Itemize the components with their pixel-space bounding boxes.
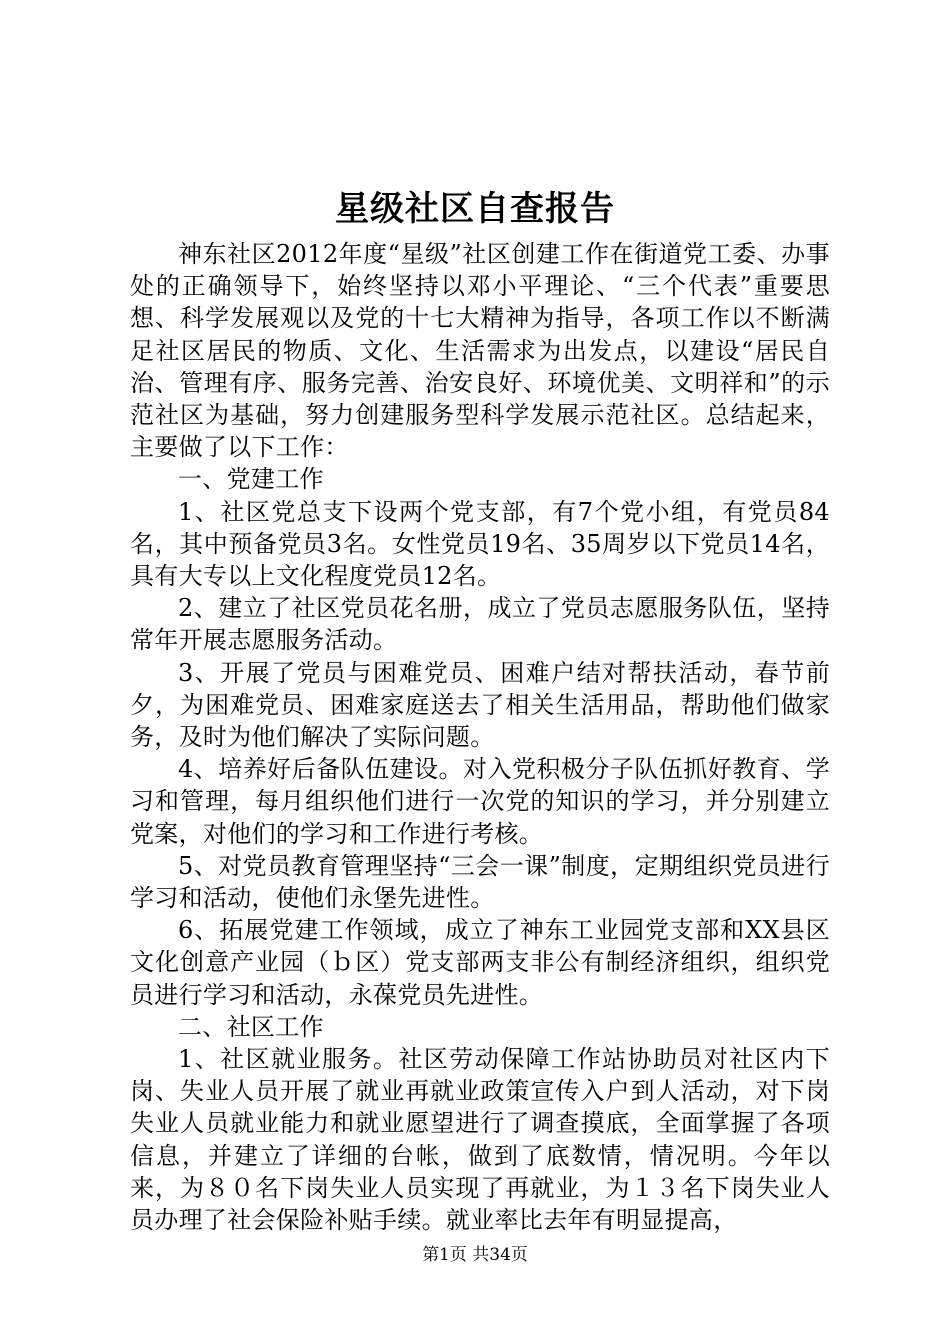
paragraph-party-3: 3、开展了党员与困难党员、困难户结对帮扶活动，春节前夕，为困难党员、困难家庭送去了相关生活用品，帮助他们做家务，及时为他们解决了实际问题。 (130, 658, 830, 752)
paragraph-party-2: 2、建立了社区党员花名册，成立了党员志愿服务队伍，坚持常年开展志愿服务活动。 (130, 594, 830, 655)
document-title: 星级社区自查报告 (335, 189, 615, 229)
section-heading-community-work: 二、社区工作 (178, 1012, 324, 1041)
section-heading-party-building: 一、党建工作 (178, 465, 324, 494)
page-number-footer: 第1页 共34页 (422, 1245, 528, 1265)
paragraph-intro: 神东社区2012年度“星级”社区创建工作在街道党工委、办事处的正确领导下，始终坚持以邓小平理论、“三个代表”重要思想、科学发展观以及党的十七大精神为指导，各项工作以不断满足社区居民的物质、文化、生活需求为出发点，以建设“居民自治、管理有序、服务完善、治安良好、环境优美、文明祥和”的示范社区为基础，努力创建服务型科学发展示范社区。总结起来，主要做了以下工作： (130, 240, 830, 462)
document-body (130, 238, 830, 1236)
paragraph-party-1: 1、社区党总支下设两个党支部，有7个党小组，有党员84名，其中预备党员3名。女性党员19名、35周岁以下党员14名，具有大专以上文化程度党员12名。 (130, 497, 830, 591)
paragraph-party-5: 5、对党员教育管理坚持“三会一课”制度，定期组织党员进行学习和活动，使他们永堡先进性。 (130, 851, 830, 913)
paragraph-community-1: 1、社区就业服务。社区劳动保障工作站协助员对社区内下岗、失业人员开展了就业再就业政策宣传入户到人活动，对下岗失业人员就业能力和就业愿望进行了调查摸底，全面掌握了各项信息，并建立了详细的台帐，做到了底数情，情况明。今年以来，为８０名下岗失业人员实现了再就业，为１３名下岗失业人员办理了社会保险补贴手续。就业率比去年有明显提高， (130, 1045, 830, 1235)
paragraph-party-6: 6、拓展党建工作领域，成立了神东工业园党支部和XX县区文化创意产业园（ｂ区）党支部两支非公有制经济组织，组织党员进行学习和活动，永葆党员先进性。 (130, 916, 830, 1009)
paragraph-party-4: 4、培养好后备队伍建设。对入党积极分子队伍抓好教育、学习和管理，每月组织他们进行一次党的知识的学习，并分别建立党案，对他们的学习和工作进行考核。 (130, 755, 830, 848)
